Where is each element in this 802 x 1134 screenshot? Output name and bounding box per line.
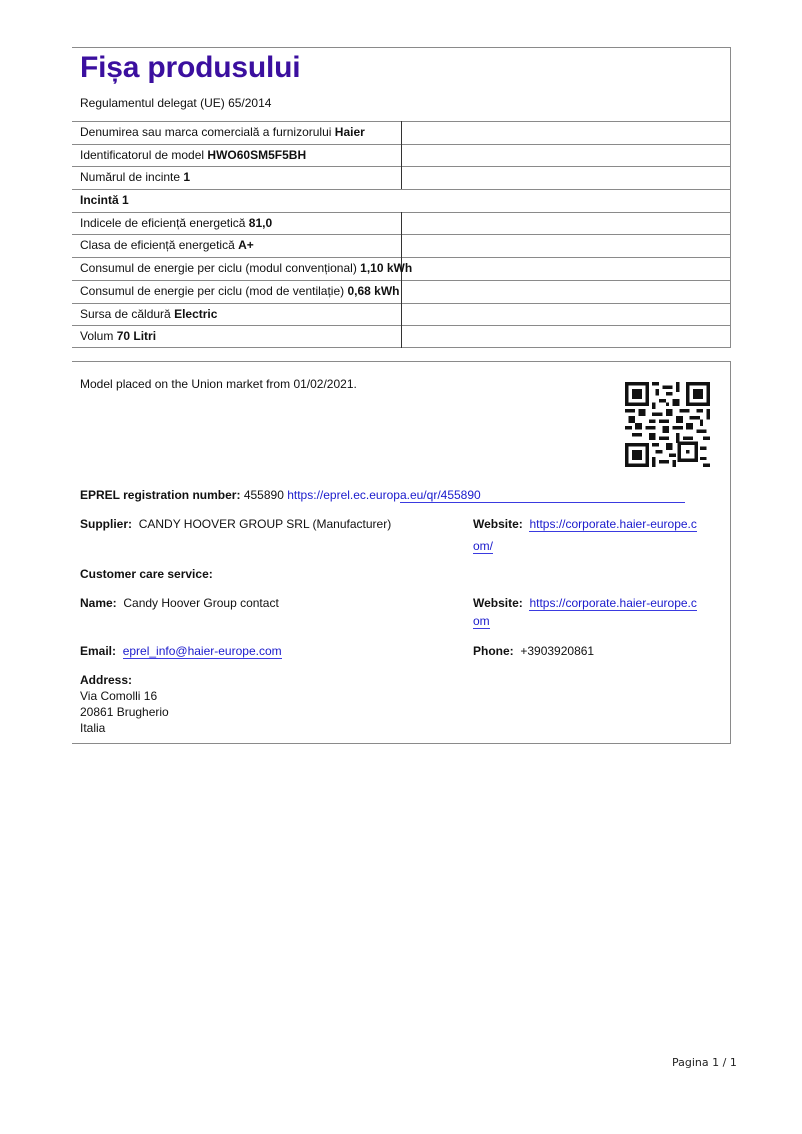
table-row-energy-class xyxy=(72,234,730,257)
row-label: Sursa de căldură xyxy=(80,306,171,321)
row-label: Clasa de eficiență energetică xyxy=(80,238,235,253)
address-line-2: 20861 Brugherio xyxy=(80,705,169,719)
row-value: 0,68 kWh xyxy=(347,283,400,298)
product-info-table xyxy=(72,121,730,348)
cc-phone-value: +3903920861 xyxy=(520,644,595,658)
row-value: A+ xyxy=(238,238,254,253)
row-value: Electric xyxy=(174,306,218,321)
address-line-3: Italia xyxy=(80,721,106,735)
cc-website-link-cont[interactable]: om xyxy=(473,614,490,628)
market-date-text: Model placed on the Union market from 01/02/2021. xyxy=(80,377,357,391)
row-value: 1,10 kWh xyxy=(360,261,413,276)
column-divider xyxy=(401,166,402,189)
cc-website-link[interactable]: https://corporate.haier-europe.c xyxy=(529,596,697,610)
row-label: Volum xyxy=(80,329,114,344)
cc-email-label: Email: xyxy=(80,644,117,658)
address-label: Address: xyxy=(80,673,133,687)
eprel-link[interactable]: https://eprel.ec.europa.eu/qr/455890 xyxy=(287,488,481,502)
column-divider xyxy=(401,325,402,348)
cc-phone-line xyxy=(473,644,594,658)
row-value: Haier xyxy=(334,125,365,139)
column-divider xyxy=(401,121,402,144)
row-label: Numărul de incinte xyxy=(80,170,181,185)
column-divider xyxy=(401,144,402,167)
eprel-link-underline xyxy=(400,502,685,503)
cc-name-value: Candy Hoover Group contact xyxy=(123,596,279,610)
page-number: Pagina 1 / 1 xyxy=(672,1056,737,1069)
eprel-line xyxy=(80,488,481,502)
address-line-1: Via Comolli 16 xyxy=(80,689,158,703)
column-divider xyxy=(401,303,402,326)
table-row-volume xyxy=(72,325,730,348)
cc-website xyxy=(473,596,697,610)
cc-name-label: Name: xyxy=(80,596,117,610)
supplier-line xyxy=(80,517,391,531)
cc-email-link[interactable]: eprel_info@haier-europe.com xyxy=(122,644,282,658)
cc-email-line xyxy=(80,644,282,658)
supplier-website-label: Website: xyxy=(473,517,523,531)
row-label: Denumirea sau marca comercială a furnizorului xyxy=(80,125,332,139)
table-row-energy-fan xyxy=(72,280,730,303)
regulation-reference: Regulamentul delegat (UE) 65/2014 xyxy=(80,96,272,110)
table-row-eei xyxy=(72,212,730,235)
row-value: HWO60SM5F5BH xyxy=(207,147,307,162)
supplier-label: Supplier: xyxy=(80,517,133,531)
column-divider xyxy=(401,280,402,303)
table-row-heat-source xyxy=(72,303,730,326)
cc-phone-label: Phone: xyxy=(473,644,514,658)
page-title: Fișa produsului xyxy=(80,51,301,84)
row-value: 70 Litri xyxy=(116,329,157,344)
row-label: Identificatorul de model xyxy=(80,147,205,162)
row-value: 1 xyxy=(183,170,191,185)
row-label: Consumul de energie per ciclu (mod de ventilație) xyxy=(80,283,345,298)
table-row-energy-conventional xyxy=(72,257,730,280)
supplier-website xyxy=(473,517,697,531)
supplier-website-link[interactable]: https://corporate.haier-europe.c xyxy=(529,517,697,531)
eprel-number: 455890 xyxy=(243,488,284,502)
qr-code-icon[interactable] xyxy=(625,382,710,467)
table-row-cavity-heading xyxy=(72,189,730,212)
column-divider xyxy=(401,212,402,235)
cc-name-line xyxy=(80,596,279,610)
row-label: Indicele de eficiență energetică xyxy=(80,215,246,230)
customer-care-label: Customer care service: xyxy=(80,567,213,581)
product-sheet-section xyxy=(72,47,731,348)
table-row-brand xyxy=(72,121,730,144)
row-value: 81,0 xyxy=(248,215,273,230)
cc-website-label: Website: xyxy=(473,596,523,610)
supplier-info-section xyxy=(72,361,731,744)
table-row-cavities xyxy=(72,166,730,189)
cavity-heading: Incintă 1 xyxy=(80,193,129,208)
eprel-label: EPREL registration number: xyxy=(80,488,241,502)
row-label: Consumul de energie per ciclu (modul convențional) xyxy=(80,261,357,276)
address-block xyxy=(80,672,169,736)
supplier-value: CANDY HOOVER GROUP SRL (Manufacturer) xyxy=(138,517,392,531)
table-row-model xyxy=(72,144,730,167)
column-divider xyxy=(401,234,402,257)
supplier-website-link-cont[interactable]: om/ xyxy=(473,539,494,553)
